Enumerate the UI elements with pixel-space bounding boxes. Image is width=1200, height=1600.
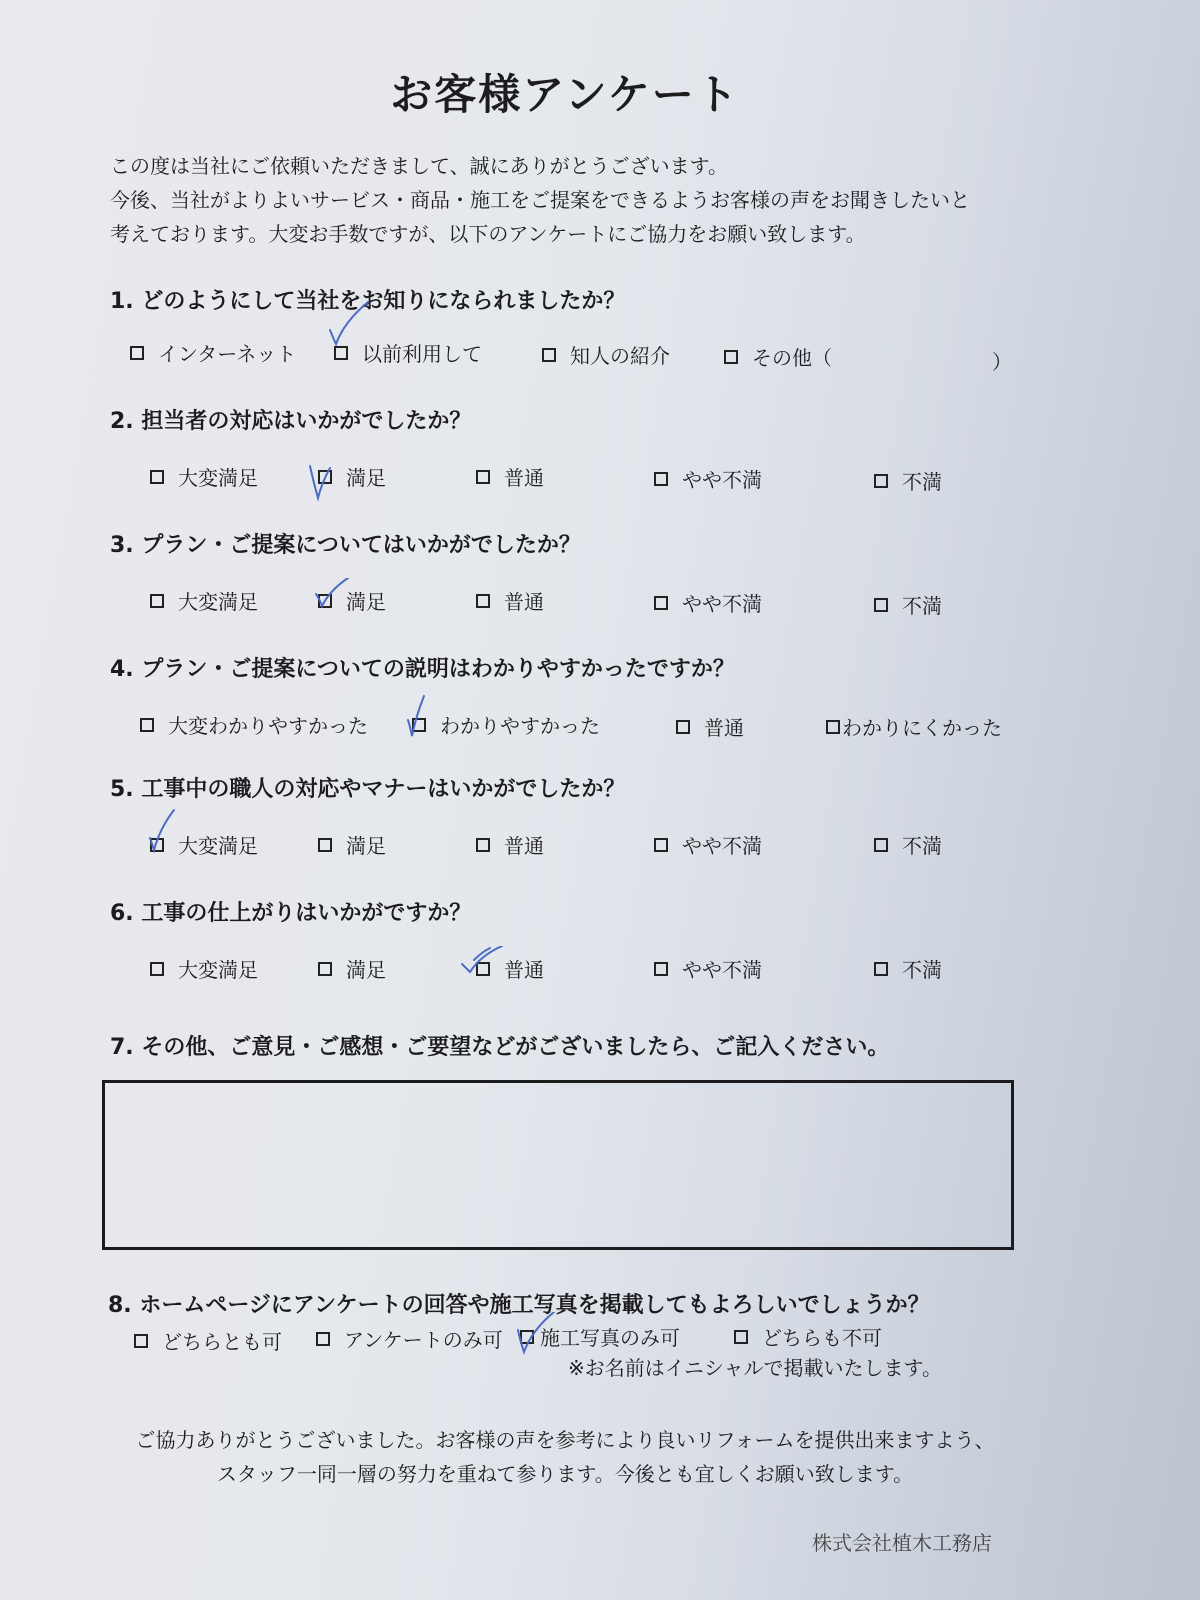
checkbox[interactable] [316, 1332, 330, 1346]
q2-option-somewhat-dissatisfied[interactable]: やや不満 [654, 464, 762, 493]
checkbox[interactable] [476, 470, 490, 484]
checkbox[interactable] [476, 838, 490, 852]
q4-option-very-clear[interactable]: 大変わかりやすかった [140, 710, 368, 739]
q2-option-dissatisfied[interactable]: 不満 [874, 466, 942, 495]
checkbox[interactable] [318, 962, 332, 976]
checkbox[interactable] [476, 962, 490, 976]
q5-option-satisfied[interactable]: 満足 [318, 830, 386, 859]
q3-option-dissatisfied[interactable]: 不満 [874, 590, 942, 619]
checkbox[interactable] [654, 596, 668, 610]
checkbox[interactable] [654, 472, 668, 486]
q4-option-unclear[interactable]: わかりにくかった [826, 712, 1002, 741]
question-8-label: 8. ホームページにアンケートの回答や施工写真を掲載してもよろしいでしょうか？ [108, 1293, 930, 1318]
q2-option-satisfied[interactable]: 満足 [318, 462, 386, 491]
intro-line-2: 今後、当社がよりよいサービス・商品・施工をご提案をできるようお客様の声をお聞きしたいと [110, 188, 970, 212]
q8-option-both-ok[interactable]: どちらとも可 [134, 1326, 282, 1355]
page-title: お客様アンケート [390, 70, 740, 119]
checkbox[interactable] [874, 598, 888, 612]
initials-note: ※お名前はイニシャルで掲載いたします。 [568, 1356, 942, 1380]
q3-option-very-satisfied[interactable]: 大変満足 [150, 586, 258, 615]
closing-line-1: ご協力ありがとうございました。お客様の声を参考により良いリフォームを提供出来ますよう、 [135, 1428, 995, 1452]
q8-option-photos-only[interactable]: 施工写真のみ可 [520, 1322, 680, 1351]
checkbox[interactable] [654, 838, 668, 852]
checkbox[interactable] [140, 718, 154, 732]
q4-option-normal[interactable]: 普通 [676, 712, 744, 741]
question-1-label: 1. どのようにして当社をお知りになられましたか？ [110, 289, 626, 314]
checkbox[interactable] [150, 470, 164, 484]
q6-option-normal[interactable]: 普通 [476, 954, 544, 983]
question-7-label: 7. その他、ご意見・ご感想・ご要望などがございましたら、ご記入ください。 [110, 1035, 890, 1060]
question-2-label: 2. 担当者の対応はいかがでしたか？ [110, 409, 472, 434]
q3-option-satisfied[interactable]: 満足 [318, 586, 386, 615]
q5-option-very-satisfied[interactable]: 大変満足 [150, 830, 258, 859]
checkbox[interactable] [520, 1330, 534, 1344]
checkbox[interactable] [874, 838, 888, 852]
q6-option-somewhat-dissatisfied[interactable]: やや不満 [654, 954, 762, 983]
checkbox[interactable] [826, 720, 840, 734]
checkbox[interactable] [318, 594, 332, 608]
checkbox[interactable] [150, 838, 164, 852]
q5-option-dissatisfied[interactable]: 不満 [874, 830, 942, 859]
q5-option-somewhat-dissatisfied[interactable]: やや不満 [654, 830, 762, 859]
q1-option-referral[interactable]: 知人の紹介 [542, 340, 670, 369]
q1-other-close-paren: ） [992, 350, 1012, 374]
question-5-label: 5. 工事中の職人の対応やマナーはいかがでしたか？ [110, 777, 626, 802]
q1-option-internet[interactable]: インターネット [130, 338, 296, 367]
q3-option-normal[interactable]: 普通 [476, 586, 544, 615]
checkbox[interactable] [150, 962, 164, 976]
checkbox[interactable] [476, 594, 490, 608]
checkbox[interactable] [676, 720, 690, 734]
question-4-label: 4. プラン・ご提案についての説明はわかりやすかったですか？ [110, 657, 735, 682]
checkbox[interactable] [542, 348, 556, 362]
q6-option-very-satisfied[interactable]: 大変満足 [150, 954, 258, 983]
q2-option-very-satisfied[interactable]: 大変満足 [150, 462, 258, 491]
q3-option-somewhat-dissatisfied[interactable]: やや不満 [654, 588, 762, 617]
checkbox[interactable] [734, 1330, 748, 1344]
intro-line-1: この度は当社にご依頼いただきまして、誠にありがとうございます。 [110, 154, 728, 178]
q1-option-previous-use[interactable]: 以前利用して [334, 338, 482, 367]
company-name: 株式会社植木工務店 [812, 1531, 992, 1555]
q8-option-neither[interactable]: どちらも不可 [734, 1322, 882, 1351]
checkbox[interactable] [874, 962, 888, 976]
q1-option-other[interactable]: その他（ [724, 342, 832, 371]
checkbox[interactable] [334, 346, 348, 360]
q2-option-normal[interactable]: 普通 [476, 462, 544, 491]
comment-textarea[interactable] [102, 1080, 1014, 1250]
checkbox[interactable] [134, 1334, 148, 1348]
question-3-label: 3. プラン・ご提案についてはいかがでしたか？ [110, 533, 581, 558]
checkbox[interactable] [724, 350, 738, 364]
closing-line-2: スタッフ一同一層の努力を重ねて参ります。今後とも宜しくお願い致します。 [216, 1462, 914, 1486]
checkbox[interactable] [412, 718, 426, 732]
checkbox[interactable] [318, 470, 332, 484]
question-6-label: 6. 工事の仕上がりはいかがですか？ [110, 901, 472, 926]
q5-option-normal[interactable]: 普通 [476, 830, 544, 859]
intro-line-3: 考えております。大変お手数ですが、以下のアンケートにご協力をお願い致します。 [110, 222, 866, 246]
checkbox[interactable] [130, 346, 144, 360]
checkbox[interactable] [150, 594, 164, 608]
checkbox[interactable] [318, 838, 332, 852]
q6-option-satisfied[interactable]: 満足 [318, 954, 386, 983]
q4-option-clear[interactable]: わかりやすかった [412, 710, 600, 739]
checkbox[interactable] [874, 474, 888, 488]
q8-option-survey-only[interactable]: アンケートのみ可 [316, 1324, 503, 1353]
checkbox[interactable] [654, 962, 668, 976]
q6-option-dissatisfied[interactable]: 不満 [874, 954, 942, 983]
